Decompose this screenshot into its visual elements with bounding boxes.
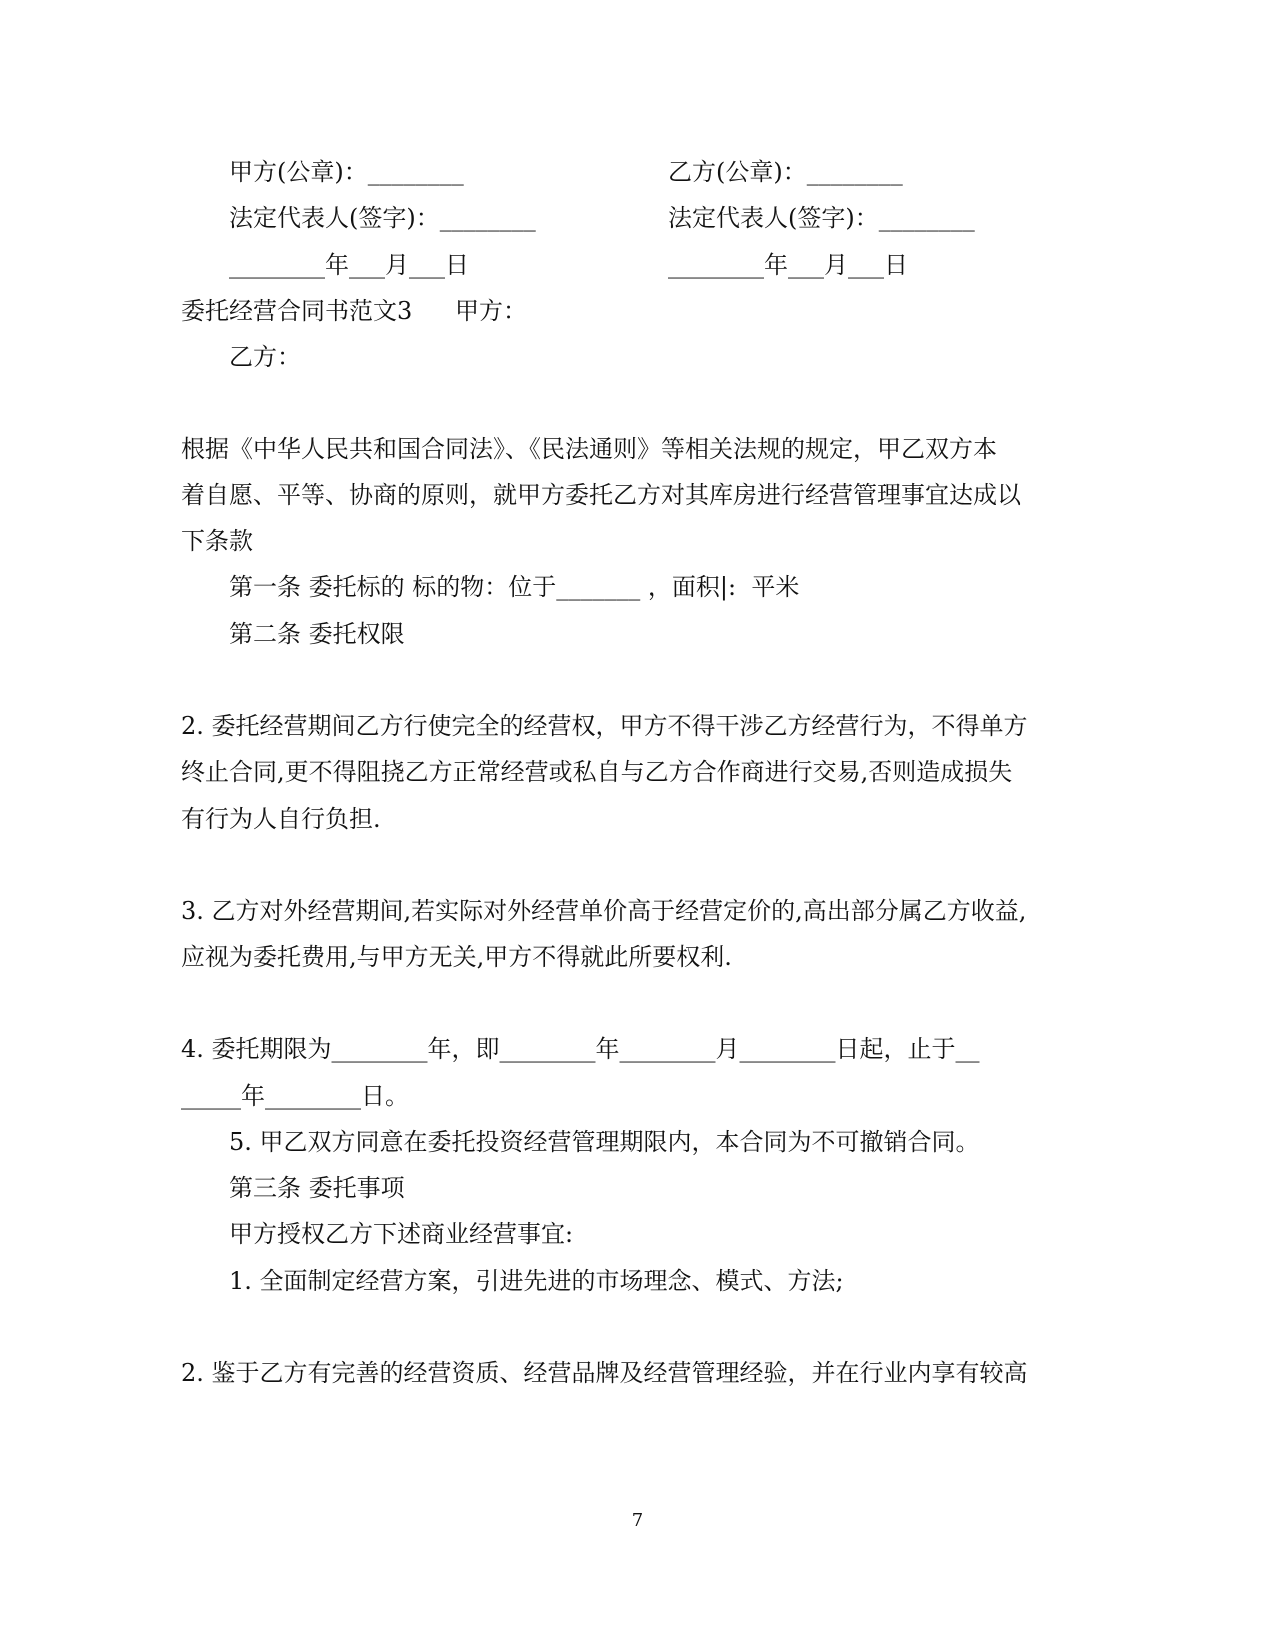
party-b-label: 乙方：: [229, 343, 301, 371]
article-2: 第二条 委托权限: [229, 620, 405, 648]
item-2: 2. 鉴于乙方有完善的经营资质、经营品牌及经营管理经验，并在行业内享有较高: [181, 1359, 1028, 1387]
clause-5: 5. 甲乙双方同意在委托投资经营管理期限内，本合同为不可撤销合同。: [229, 1128, 980, 1156]
clause-3-line-1: 3. 乙方对外经营期间,若实际对外经营单价高于经营定价的,高出部分属乙方收益,: [181, 897, 1027, 925]
party-a-seal-line: 甲方(公章)：________: [229, 158, 464, 186]
page-number: 7: [631, 1510, 644, 1531]
preamble-line-1: 根据《中华人民共和国合同法》、《民法通则》等相关法规的规定，甲乙双方本: [181, 435, 997, 463]
contract-title: 委托经营合同书范文3: [181, 297, 413, 325]
party-b-date-line: ________年___月___日: [668, 251, 908, 279]
article-1: 第一条 委托标的 标的物：位于_______ ，面积|: 平米: [229, 573, 800, 601]
clause-4-line-1: 4. 委托期限为________年，即________年________月________日起，止于__: [181, 1035, 980, 1063]
clause-4-line-2: _____年________日。: [181, 1082, 409, 1110]
clause-2-line-3: 有行为人自行负担.: [181, 805, 381, 833]
preamble-line-2: 着自愿、平等、协商的原则，就甲方委托乙方对其库房进行经营管理事宜达成以: [181, 481, 1021, 509]
party-b-rep-line: 法定代表人(签字)：________: [668, 204, 975, 232]
clause-2-line-2: 终止合同,更不得阻挠乙方正常经营或私自与乙方合作商进行交易,否则造成损失: [181, 758, 1013, 786]
party-a-date-line: ________年___月___日: [229, 251, 469, 279]
party-a-label: 甲方：: [455, 297, 527, 325]
party-b-seal-line: 乙方(公章)：________: [668, 158, 903, 186]
authorization-line: 甲方授权乙方下述商业经营事宜:: [229, 1220, 574, 1248]
article-3: 第三条 委托事项: [229, 1174, 405, 1202]
clause-3-line-2: 应视为委托费用,与甲方无关,甲方不得就此所要权利.: [181, 943, 732, 971]
party-a-rep-line: 法定代表人(签字)：________: [229, 204, 536, 232]
preamble-line-3: 下条款: [181, 527, 253, 555]
item-1: 1. 全面制定经营方案，引进先进的市场理念、模式、方法;: [229, 1267, 844, 1295]
clause-2-line-1: 2. 委托经营期间乙方行使完全的经营权，甲方不得干涉乙方经营行为，不得单方: [181, 712, 1028, 740]
